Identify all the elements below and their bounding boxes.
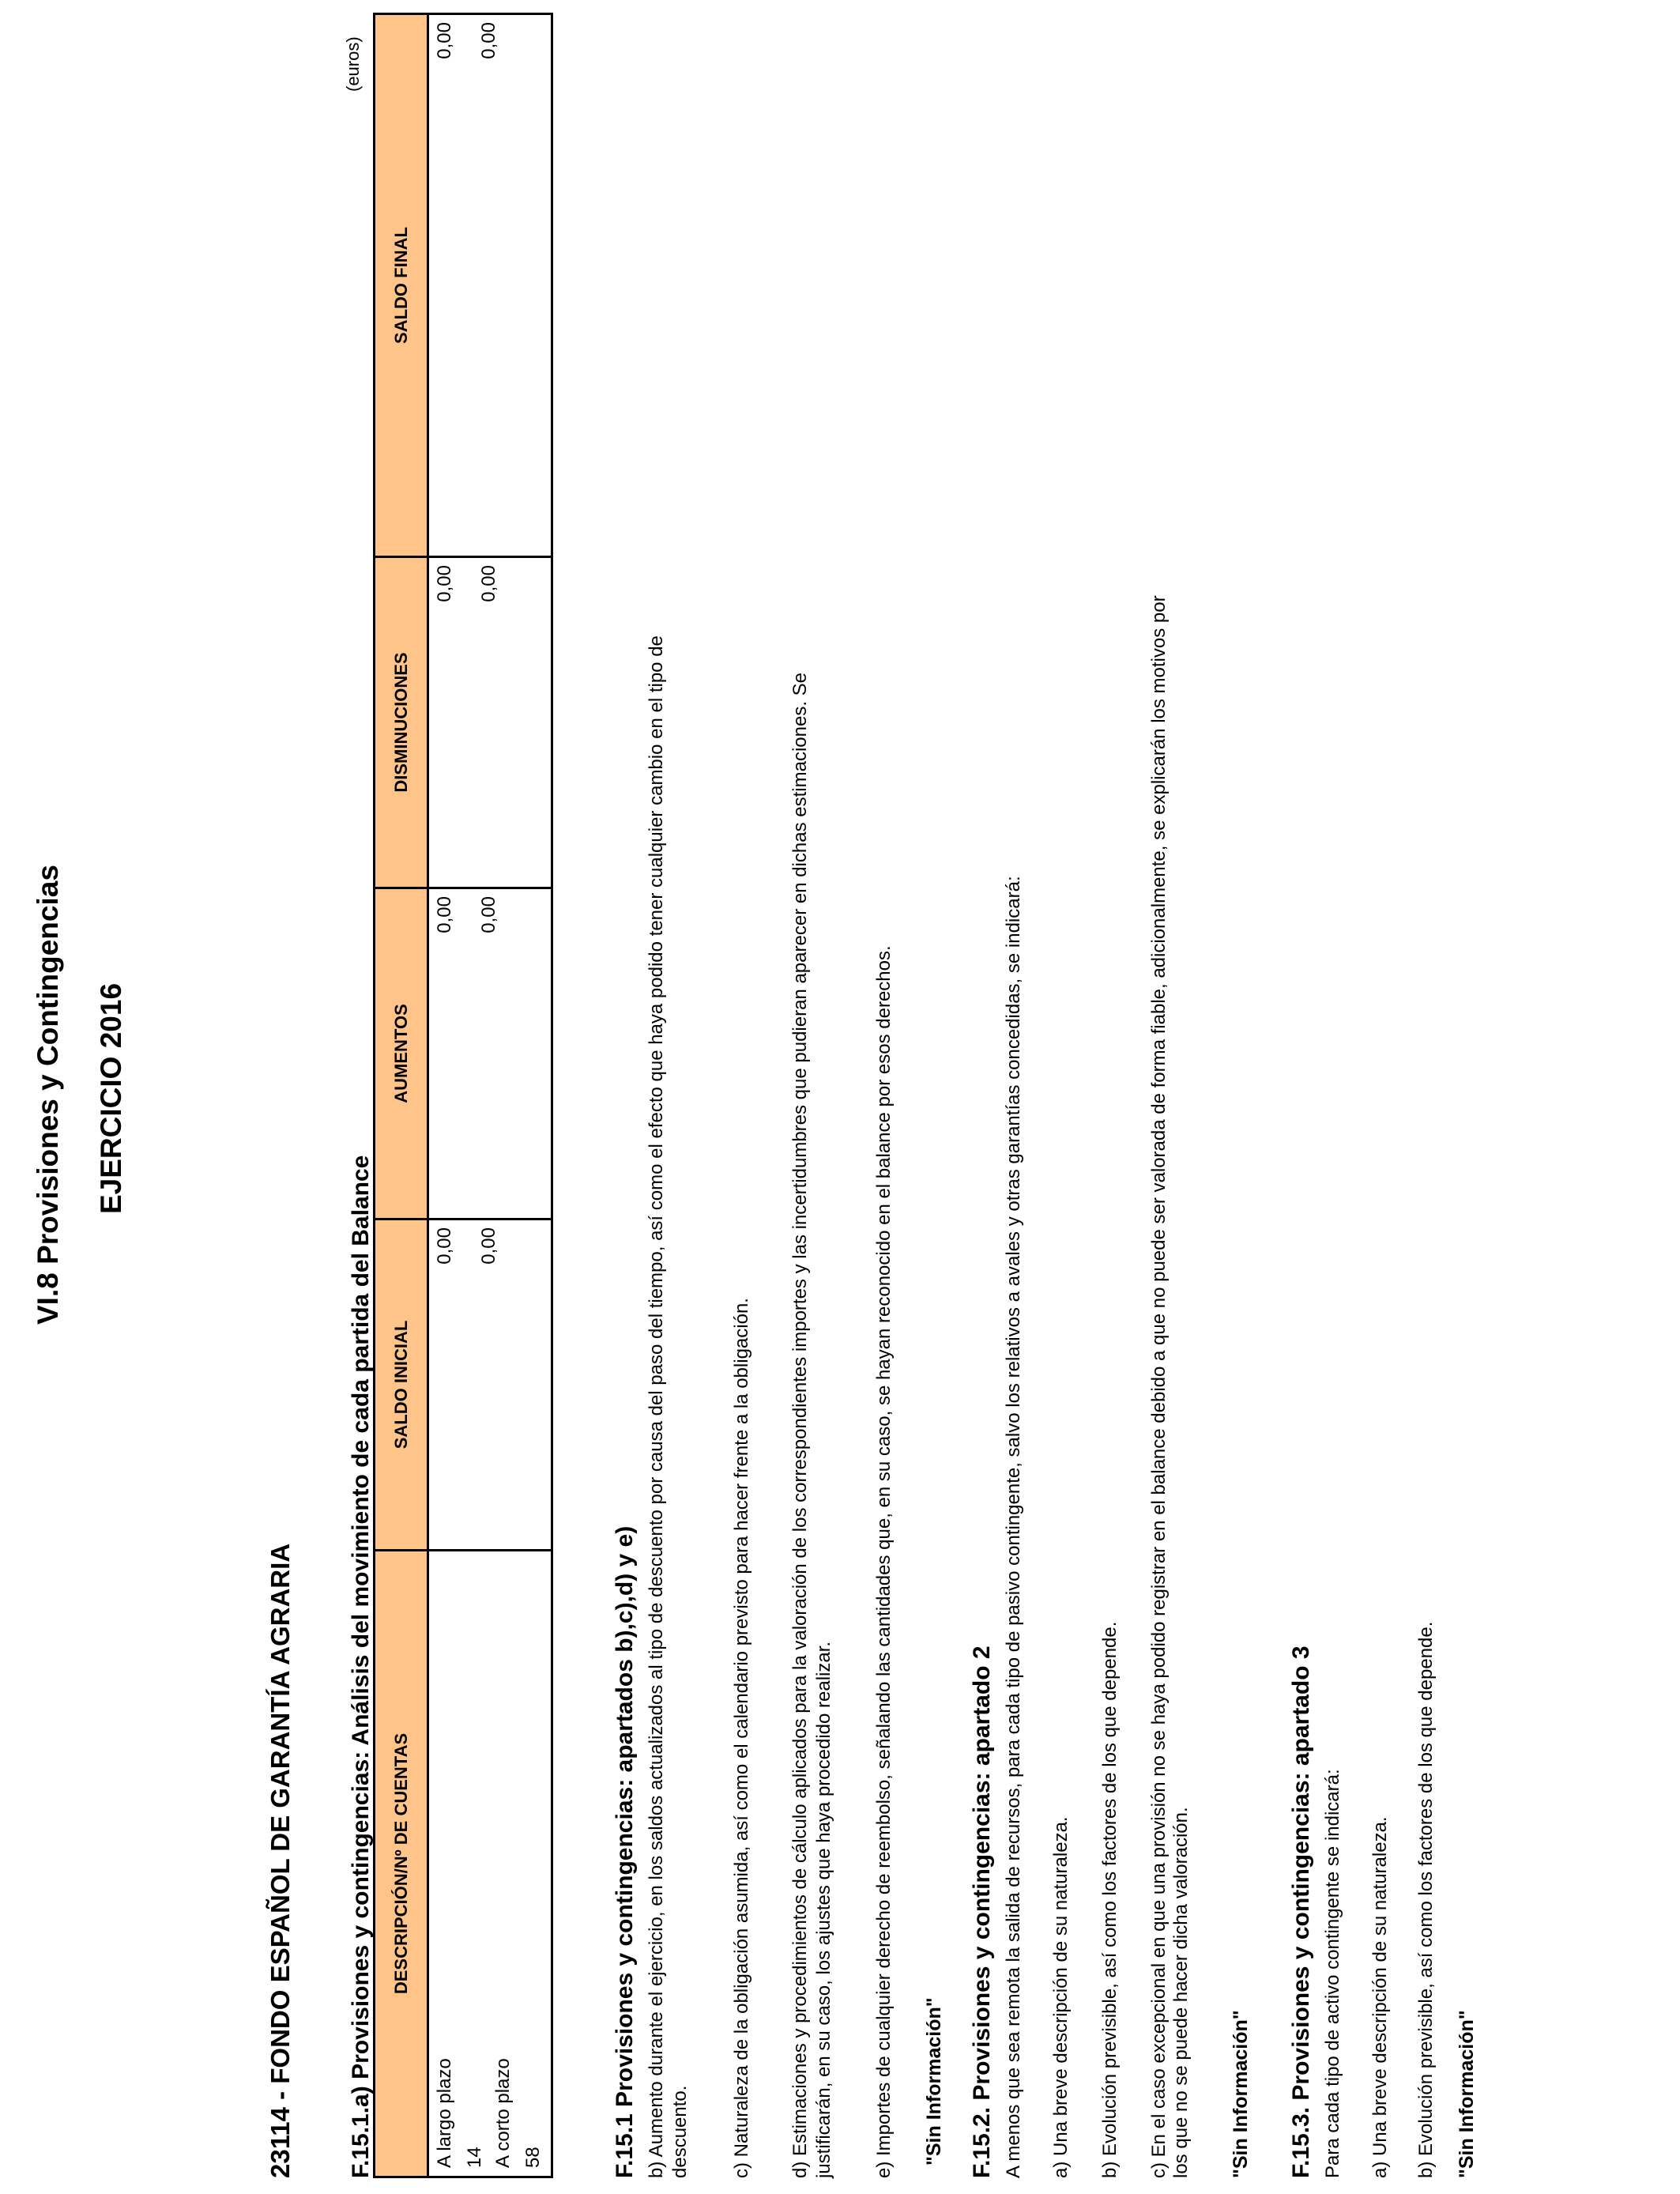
header-saldo-final: SALDO FINAL (375, 15, 429, 556)
f151-e: e) Importes de cualquier derecho de reembolso, señalando las cantidades que, en su caso, se hayan reconocido en el balance por esos derechos. (873, 945, 895, 2178)
row1-disminuciones: 0,00 (434, 565, 455, 602)
row1-aumentos: 0,00 (434, 896, 455, 933)
f151-b-line1: b) Aumento durante el ejercicio, en los saldos actualizados al tipo de descuento por causa del paso del tiempo, así como el efecto que haya podido tener cualquier cambio en el tipo de (646, 635, 667, 2178)
row2-saldo-final: 0,00 (478, 22, 499, 59)
row2-disminuciones: 0,00 (478, 565, 499, 602)
header-aumentos: AUMENTOS (375, 889, 429, 1218)
f152-b: b) Evolución previsible, así como los factores de los que depende. (1099, 1621, 1121, 2178)
f151-d-line1: d) Estimaciones y procedimientos de cálculo aplicados para la valoración de los correspondientes importes y las incertidumbres que pudieran aparecer en dichas estimaciones. Se (789, 672, 811, 2178)
f153-a: a) Una breve descripción de su naturaleza. (1369, 1816, 1391, 2178)
f153-b: b) Evolución previsible, así como los factores de los que depende. (1415, 1621, 1437, 2178)
row1-account: 14 (464, 2147, 485, 2168)
f151-c: c) Naturaleza de la obligación asumida, así como el calendario previsto para hacer frente a la obligación. (731, 1298, 752, 2178)
provisions-table (373, 13, 553, 2178)
header-saldo-inicial: SALDO INICIAL (375, 1220, 429, 1549)
row1-saldo-final: 0,00 (434, 22, 455, 59)
f152-heading: F.15.2. Provisiones y contingencias: apartado 2 (969, 1646, 995, 2178)
entity-name: 23114 - FONDO ESPAÑOL DE GARANTÍA AGRARIA (266, 1543, 295, 2178)
header-disminuciones: DISMINUCIONES (375, 558, 429, 887)
f151-d-line2: justificarán, en su caso, los ajustes que haya procedido realizar. (813, 1641, 834, 2178)
f151-b-line2: descuento. (669, 2085, 691, 2178)
f152-no-info: "Sin Información" (1230, 2010, 1252, 2178)
exercise-title: EJERCICIO 2016 (95, 982, 127, 1214)
header-description: DESCRIPCIÓN/Nº DE CUENTAS (375, 1551, 429, 2176)
row2-description: A corto plazo (492, 2058, 514, 2168)
row1-saldo-inicial: 0,00 (434, 1227, 455, 1265)
row2-aumentos: 0,00 (478, 896, 499, 933)
f153-intro: Para cada tipo de activo contingente se indicará: (1322, 1769, 1343, 2178)
units-label: (euros) (343, 36, 363, 92)
f152-a: a) Una breve descripción de su naturaleza. (1050, 1816, 1072, 2178)
f153-no-info: "Sin Información" (1456, 2010, 1478, 2178)
page-title: VI.8 Provisiones y Contingencias (32, 865, 64, 1325)
f152-c-line2: los que no se puede hacer dicha valoración. (1170, 1807, 1192, 2178)
f152-intro: A menos que sea remota la salida de recursos, para cada tipo de pasivo contingente, salvo los relativos a avales y otras garantías concedidas, se indicará: (1003, 876, 1024, 2178)
f153-heading: F.15.3. Provisiones y contingencias: apartado 3 (1288, 1646, 1314, 2178)
table-heading: F.15.1.a) Provisiones y contingencias: Análisis del movimiento de cada partida del Balance (348, 1155, 374, 2178)
f151-no-info: "Sin Información" (923, 1997, 945, 2166)
row1-description: A largo plazo (434, 2058, 455, 2168)
f151-heading: F.15.1 Provisiones y contingencias: apartados b),c),d) y e) (612, 1525, 638, 2178)
row2-saldo-inicial: 0,00 (478, 1227, 499, 1265)
f152-c-line1: c) En el caso excepcional en que una provisión no se haya podido registrar en el balance debido a que no puede ser valorada de forma fiable, adicionalmente, se explicarán los motivos por (1148, 595, 1170, 2178)
row2-account: 58 (522, 2147, 544, 2168)
